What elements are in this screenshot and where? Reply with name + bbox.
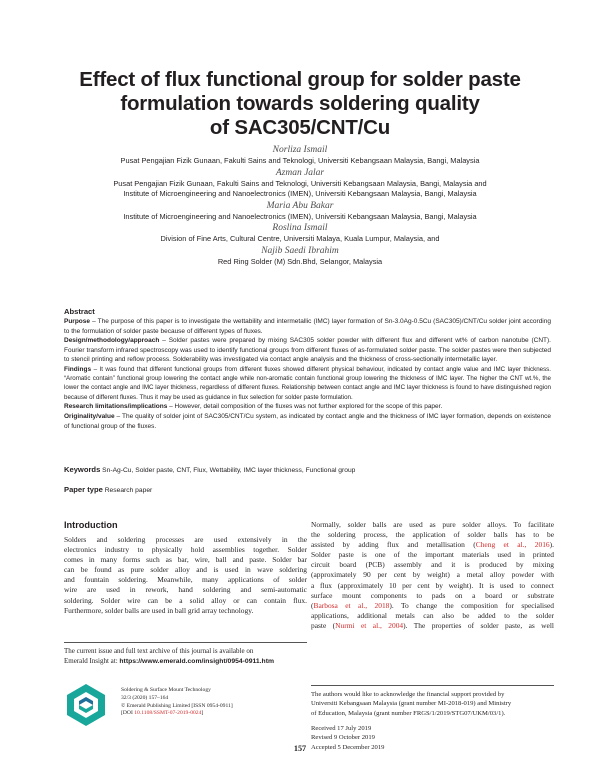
author-affiliation: Pusat Pengajian Fizik Gunaan, Fakulti Sains and Teknologi, Universiti Kebangsaan Malaysia, Bangi, Malaysia and xyxy=(113,178,487,188)
abstract-design xyxy=(64,336,551,364)
body-line: can be found as pure solder alloy and is used in wave soldering xyxy=(64,565,307,575)
footnote-divider xyxy=(64,642,307,643)
title-line-1: Effect of flux functional group for solder paste xyxy=(79,68,521,91)
paper-title xyxy=(40,68,560,140)
body-line: and fountain soldering. Meanwhile, many applications of solder xyxy=(64,575,307,585)
citation-link[interactable]: Cheng et al., 2016 xyxy=(475,540,550,550)
author-affiliation: Institute of Microengineering and Nanoelectronics (IMEN), Universiti Kebangsaan Malaysia, Bangi, Malaysia xyxy=(123,189,477,198)
body-line: wire are used in rework, hand soldering and semi-automatic xyxy=(64,585,307,595)
purpose-text: – The purpose of this paper is to investigate the wettability and intermetallic (IMC) layer formation of Sn-3.0Ag-0.5Cu (SAC305)/CNT/Cu solder joint according to the formulation of solder paste because of different types of fluxes. xyxy=(64,318,551,335)
author-affiliation: Pusat Pengajian Fizik Gunaan, Fakulti Sains and Teknologi, Universiti Kebangsaan Malaysia, Bangi, Malaysia xyxy=(120,156,480,165)
body-line: electronics industry to physically hold assemblies together. Solder xyxy=(64,545,307,555)
purpose-label: Purpose xyxy=(64,318,91,326)
originality-label: Originality/value xyxy=(64,413,115,421)
archive-note-line: The current issue and full text archive of this journal is available on xyxy=(64,647,254,655)
citation-link[interactable]: Barbosa et al., 2018 xyxy=(313,600,390,610)
page-number: 157 xyxy=(293,744,307,753)
paper-type-label: Paper type xyxy=(64,485,103,494)
journal-publisher: © Emerald Publishing Limited [ISSN 0954-0911] xyxy=(121,702,233,709)
findings-label: Findings xyxy=(64,365,92,373)
author-name: Maria Abu Bakar xyxy=(266,200,334,211)
emerald-logo-icon xyxy=(64,683,108,727)
body-line: comes in many forms such as bar, wire, ball and paste. Solder bar xyxy=(64,555,307,565)
author-name: Azman Jalar xyxy=(275,167,325,178)
journal-archive-note xyxy=(64,647,307,666)
body-text: assisted by adding flux and metallisation ( xyxy=(311,540,476,550)
archive-note-line xyxy=(64,657,307,667)
revised-date: Revised 9 October 2019 xyxy=(311,734,375,742)
abstract-heading: Abstract xyxy=(64,307,95,316)
journal-info xyxy=(121,687,321,718)
body-line: the soldering process, the application of solder balls has to be xyxy=(311,530,554,540)
body-line: Normally, solder balls are used as pure solder alloys. To facilitate xyxy=(311,520,554,529)
abstract-purpose xyxy=(64,317,551,336)
body-line: a flux (approximately 10 per cent by weight). It is used to connect xyxy=(311,580,554,590)
intro-right-column xyxy=(311,520,554,631)
paper-type xyxy=(64,485,551,494)
body-text: ). The properties of solder paste, as well xyxy=(403,620,554,630)
body-line xyxy=(311,621,554,631)
research-label: Research limitations/implications xyxy=(64,403,168,411)
body-line: applications, additional metals can also be added to the solder xyxy=(311,610,554,620)
body-line: Solder paste is one of the important materials used in printed xyxy=(311,550,554,560)
intro-left-column xyxy=(64,535,307,616)
body-text: paste ( xyxy=(311,620,336,630)
author-affiliation: Institute of Microengineering and Nanoelectronics (IMEN), Universiti Kebangsaan Malaysia, Bangi, Malaysia xyxy=(123,211,477,221)
ack-line: Universiti Kebangsaan Malaysia (grant number MI-2018-019) and Ministry xyxy=(311,700,512,708)
doi-link[interactable]: 10.1108/SSMT-07-2019-0024 xyxy=(134,710,202,717)
author-name: Norliza Ismail xyxy=(272,145,328,155)
design-label: Design/methodology/approach xyxy=(64,337,160,345)
paper-type-text: Research paper xyxy=(104,487,153,494)
body-line: circuit board (PCB) assembly and it is produced by mixing xyxy=(311,560,554,570)
author-name: Roslina Ismail xyxy=(272,223,328,233)
citation-link[interactable]: Nurmi et al., 2004 xyxy=(335,620,404,630)
author-list xyxy=(40,144,560,267)
author-affiliation: Red Ring Solder (M) Sdn.Bhd, Selangor, Malaysia xyxy=(217,256,383,266)
introduction-heading: Introduction xyxy=(64,520,118,530)
body-line: surface mount components to pads on a board or substrate xyxy=(311,590,554,600)
doi-prefix: [DOI xyxy=(121,710,135,717)
ack-line: The authors would like to acknowledge the financial support provided by xyxy=(311,691,505,698)
originality-text: – The quality of solder joint of SAC305/CNT/Cu system, as indicated by contact angle and the thickness of IMC layer formation, depends on existence of functional group of the fluxes. xyxy=(64,413,551,430)
journal-url-link[interactable]: https://www.emerald.com/insight/0954-0911.htm xyxy=(119,657,275,665)
accepted-date: Accepted 5 December 2019 xyxy=(311,743,385,751)
author-affiliation: Division of Fine Arts, Cultural Centre, Universiti Malaya, Kuala Lumpur, Malaysia, and xyxy=(160,234,440,243)
acknowledgement xyxy=(311,690,554,718)
body-text: ). To change the composition for specialised xyxy=(389,600,554,610)
keywords xyxy=(64,465,551,474)
footnote-divider xyxy=(311,685,554,686)
findings-text: – It was found that different functional groups from different fluxes showed different physical behaviour, indicated by contact angle value and IMC layer thickness. “Aromatic contain” functional group lowering the contact angle while non-aromatic contain functional group lowering the thickness of IMC layer. The higher the CNT wt.%, the lower the contact angle and IMC layer thickness, regardless of different fluxes. Relationship between contact angle and IMC layer thickness is found to have distinguished region because of different fluxes. Thus it may be used as guidance in flux selection for solder paste formulation. xyxy=(64,365,551,401)
title-line-3: of SAC305/CNT/Cu xyxy=(209,116,391,139)
abstract-findings xyxy=(64,365,551,402)
keywords-text: Sn-Ag-Cu, Solder paste, CNT, Flux, Wettability, IMC layer thickness, Functional group xyxy=(102,467,356,474)
author-name: Najib Saedi Ibrahim xyxy=(261,245,339,256)
abstract-originality xyxy=(64,412,551,431)
abstract xyxy=(64,307,551,431)
doi-suffix: ] xyxy=(201,710,204,717)
design-text: – Solder pastes were prepared by mixing SAC305 solder powder with different flux and different wt% of carbon nanotube (CNT). Fourier transform infrared spectroscopy was used to identify functional groups from different fluxes of as-formulated solder paste. The solder pastes were then subjected to stencil printing and reflow process. Solderability was investigated via contact angle analysis and the thickness of cross-sectionally intermetallic layer. xyxy=(64,337,551,363)
body-line: soldering. Solder wire can be a solid alloy or can contain flux. xyxy=(64,595,307,605)
body-line: Furthermore, solder balls are used in ball grid array technology. xyxy=(64,605,254,615)
journal-name: Soldering & Surface Mount Technology xyxy=(121,687,211,693)
received-date: Received 17 July 2019 xyxy=(311,725,372,732)
body-text: ( xyxy=(311,600,314,610)
keywords-label: Keywords xyxy=(64,465,101,474)
body-line xyxy=(311,601,554,611)
body-text: ). xyxy=(549,540,554,550)
research-text: – However, detail composition of the fluxes was not further explored for the scope of this paper. xyxy=(167,403,443,411)
body-line: (approximately 90 per cent by weight) a metal alloy powder with xyxy=(311,570,554,580)
abstract-research xyxy=(64,402,551,411)
archive-note-text: Emerald Insight at: xyxy=(64,656,120,665)
journal-doi xyxy=(121,710,321,718)
body-line xyxy=(311,540,554,550)
body-line: Solders and soldering processes are used extensively in the xyxy=(64,535,307,544)
journal-volume: 32/3 (2020) 157–164 xyxy=(121,694,169,701)
title-line-2: formulation towards soldering quality xyxy=(120,92,480,115)
ack-line: of Education, Malaysia (grant number FRGS/1/2019/STG07/UKM/03/1). xyxy=(311,709,506,717)
